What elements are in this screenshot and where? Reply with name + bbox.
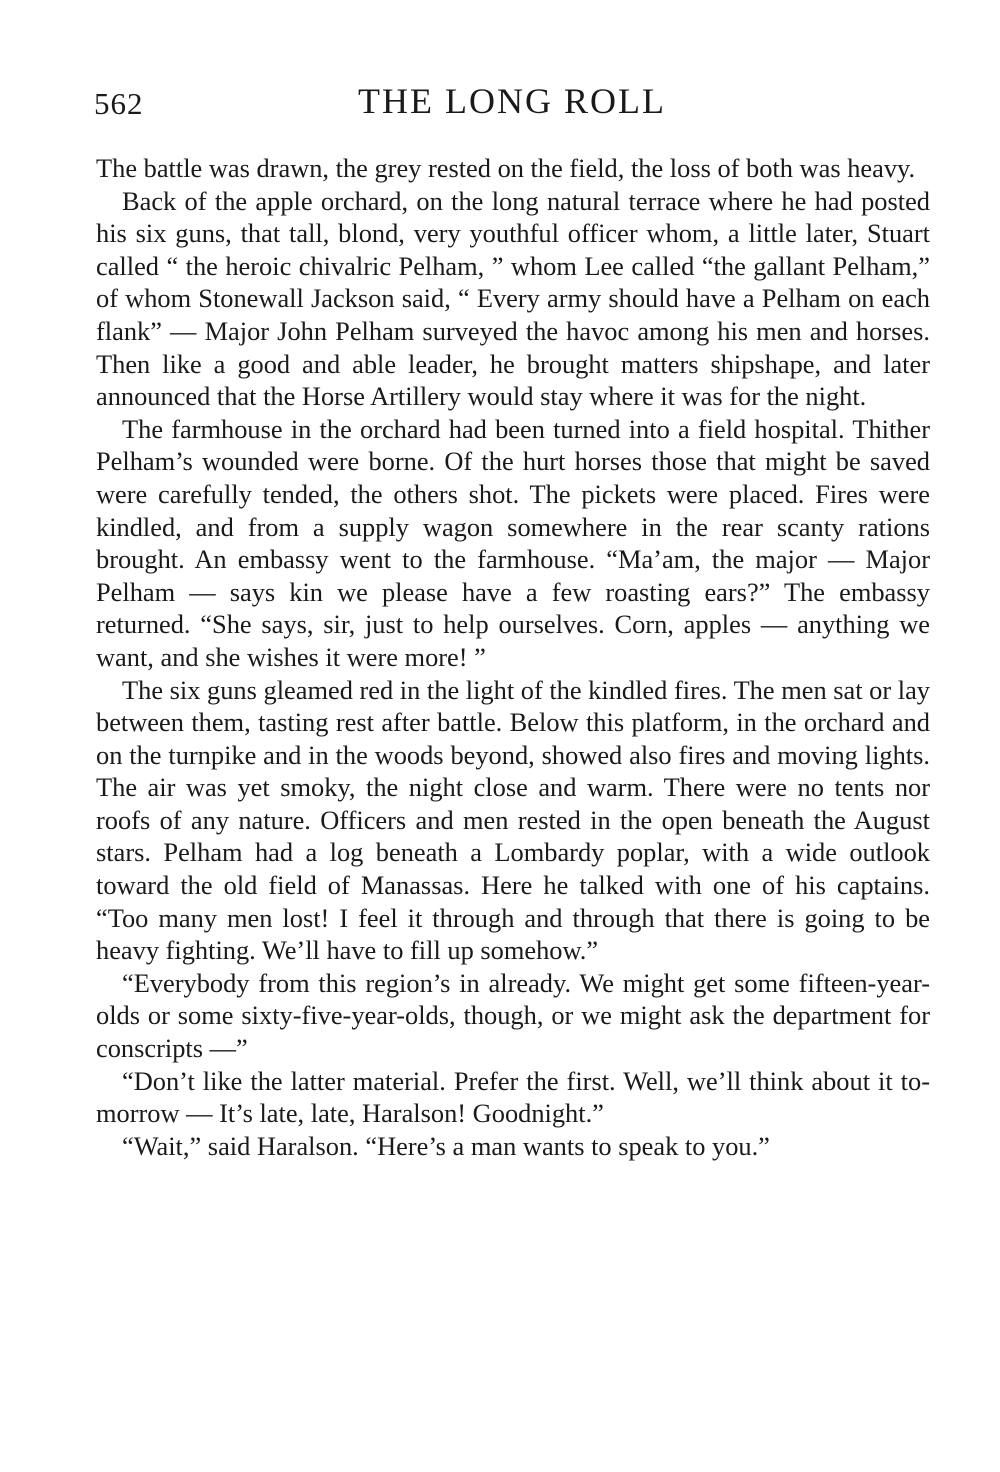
paragraph: Back of the apple orchard, on the long natural terrace where he had posted his six guns, that tall, blond, very youthful officer whom, a little later, Stuart called “ the heroic chivalric Pelham, ” whom Lee called “the gallant Pelham,” of whom Stonewall Jackson said, “ Every army should have a Pelham on each flank” — Major John Pelham surveyed the havoc among his men and horses. Then like a good and able leader, he brought matters shipshape, and later announced that the Horse Artillery would stay where it was for the night. — [96, 185, 930, 412]
paragraph: “Wait,” said Haralson. “Here’s a man wants to speak to you.” — [122, 1130, 770, 1161]
paragraph: “Everybody from this region’s in already. We might get some fifteen-year-olds or some sixty-five-year-olds, though, or we might ask the department for conscripts —” — [96, 967, 930, 1064]
page-number: 562 — [94, 86, 144, 121]
paragraph: The farmhouse in the orchard had been turned into a field hospital. Thither Pelham’s wounded were borne. Of the hurt horses those that might be saved were carefully tended, the others shot. The pickets were placed. Fires were kindled, and from a supply wagon somewhere in the rear scanty rations brought. An embassy went to the farmhouse. “Ma’am, the major — Major Pelham — says kin we please have a few roasting ears?” The embassy returned. “She says, sir, just to help ourselves. Corn, apples — anything we want, and she wishes it were more! ” — [96, 413, 930, 672]
paragraph: “Don’t like the latter material. Prefer the first. Well, we’ll think about it to-morrow — It’s late, late, Haralson! Goodnight.” — [96, 1065, 930, 1129]
paragraph: The six guns gleamed red in the light of the kindled fires. The men sat or lay between them, tasting rest after battle. Below this platform, in the orchard and on the turnpike and in the woods beyond, showed also fires and moving lights. The air was yet smoky, the night close and warm. There were no tents nor roofs of any nature. Officers and men rested in the open beneath the August stars. Pelham had a log beneath a Lombardy poplar, with a wide outlook toward the old field of Manassas. Here he talked with one of his captains. “Too many men lost! I feel it through and through that there is going to be heavy fighting. We’ll have to fill up somehow.” — [96, 674, 930, 966]
paragraph: The battle was drawn, the grey rested on the field, the loss of both was heavy. — [96, 153, 916, 183]
body-text — [96, 152, 930, 1162]
page-header — [94, 80, 930, 130]
running-title: THE LONG ROLL — [358, 81, 666, 121]
